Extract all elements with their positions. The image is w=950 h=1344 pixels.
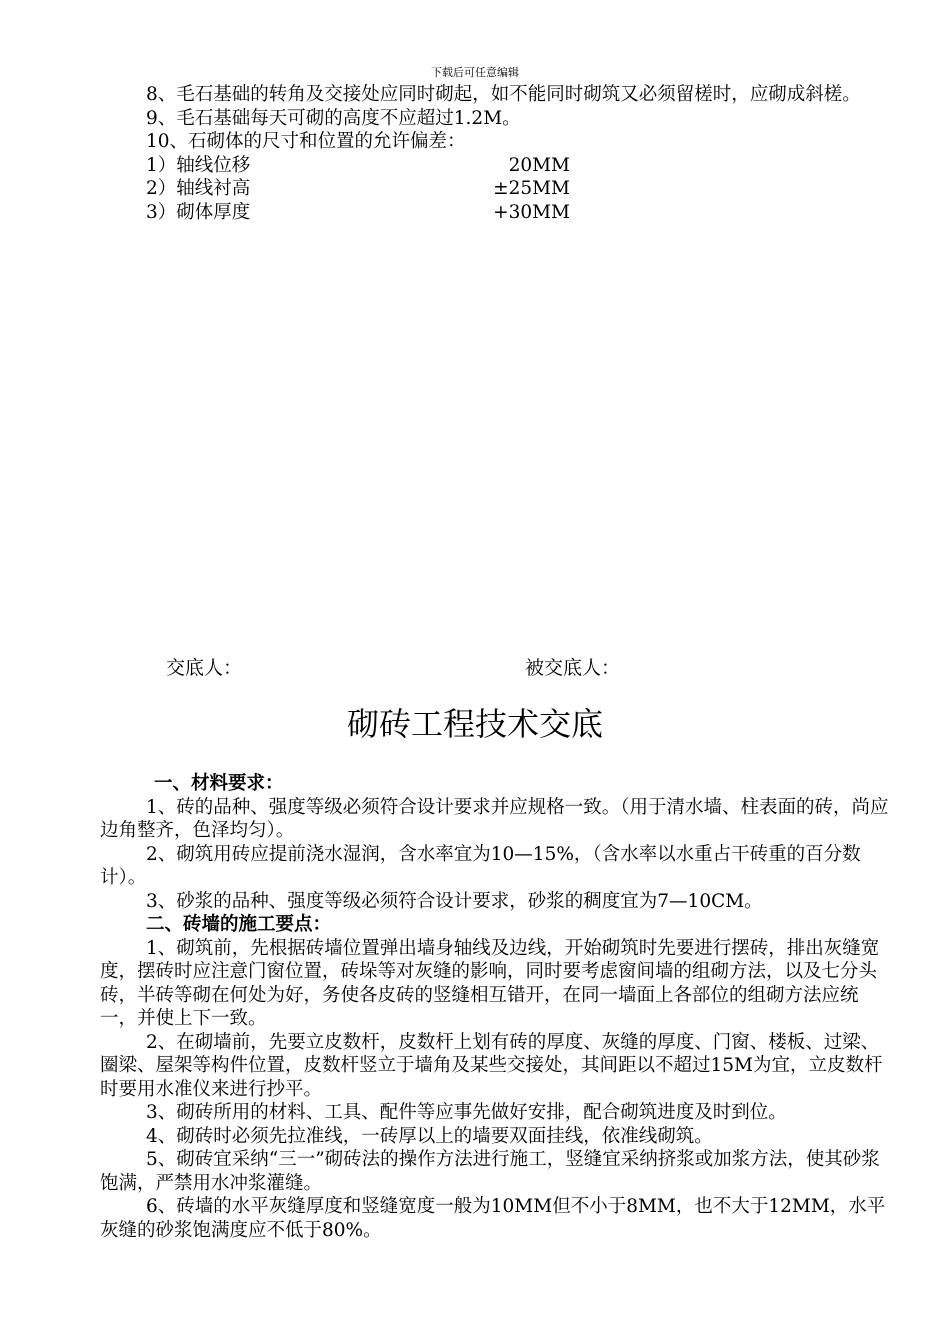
- material-item: 1、砖的品种、强度等级必须符合设计要求并应规格一致。（用于清水墙、柱表面的砖，尚应边角整齐，色泽均匀）。: [100, 796, 889, 841]
- tolerance-label: 3）砌体厚度: [146, 201, 251, 223]
- tolerance-value: ±25MM: [493, 178, 570, 199]
- material-item: 3、砂浆的品种、强度等级必须符合设计要求，砂浆的稠度宜为7—10CM。: [146, 890, 763, 912]
- giver-label: 交底人：: [166, 657, 243, 679]
- tolerance-row: [100, 177, 890, 201]
- construction-item: 5、砌砖宜采纳“三一”砌砖法的操作方法进行施工，竖缝宜采纳挤浆或加浆方法，使其砂浆饱满，严禁用水冲浆灌缝。: [100, 1149, 880, 1194]
- document-title: 砌砖工程技术交底: [346, 705, 603, 743]
- receiver-label: 被交底人：: [525, 657, 621, 679]
- material-item: 2、砌筑用砖应提前浇水湿润，含水率宜为10—15%，（含水率以水重占干砖重的百分数计）。: [100, 843, 861, 888]
- section-heading-construction: 二、砖墙的施工要点：: [146, 914, 332, 935]
- header-note: 下载后可任意编辑: [431, 66, 519, 79]
- tolerance-row: [100, 201, 890, 225]
- signature-line: [0, 655, 950, 681]
- tolerance-value: +30MM: [493, 201, 570, 223]
- stone-foundation-section: [100, 83, 890, 224]
- construction-item: 6、砖墙的水平灰缝厚度和竖缝宽度一般为10MM但不小于8MM，也不大于12MM，水平灰缝的砂浆饱满度应不低于80%。: [100, 1196, 886, 1241]
- tolerance-row: [100, 154, 890, 178]
- paragraph-8: 8、毛石基础的转角及交接处应同时砌起，如不能同时砌筑又必须留槎时，应砌成斜槎。: [146, 84, 861, 105]
- tolerance-label: 1）轴线位移: [146, 154, 251, 176]
- brick-section: [100, 772, 890, 1242]
- tolerance-label: 2）轴线衬高: [146, 178, 251, 199]
- paragraph-9: 9、毛石基础每天可砌的高度不应超过1.2M。: [146, 107, 521, 129]
- construction-item: 4、砌砖时必须先拉准线，一砖厚以上的墙要双面挂线，依准线砌筑。: [146, 1125, 713, 1147]
- construction-item: 1、砌筑前，先根据砖墙位置弹出墙身轴线及边线，开始砌筑时先要进行摆砖，排出灰缝宽度，摆砖时应注意门窗位置，砖垛等对灰缝的影响，同时要考虑窗间墙的组砌方法，以及七分头砖，半砖等砌在何处为好，务使各皮砖的竖缝相互错开，在同一墙面上各部位的组砌方法应统一，并使上下一致。: [100, 937, 880, 1029]
- construction-item: 3、砌砖所用的材料、工具、配件等应事先做好安排，配合砌筑进度及时到位。: [146, 1102, 787, 1123]
- tolerance-value: 20MM: [508, 154, 570, 176]
- section-heading-materials: 一、材料要求：: [154, 773, 284, 794]
- construction-item: 2、在砌墙前，先要立皮数杆，皮数杆上划有砖的厚度、灰缝的厚度、门窗、楼板、过梁、圈梁、屋架等构件位置，皮数杆竖立于墙角及某些交接处，其间距以不超过15M为宜，立皮数杆时要用水准仪来进行抄平。: [100, 1031, 883, 1100]
- paragraph-10: 10、石砌体的尺寸和位置的允许偏差：: [146, 131, 466, 152]
